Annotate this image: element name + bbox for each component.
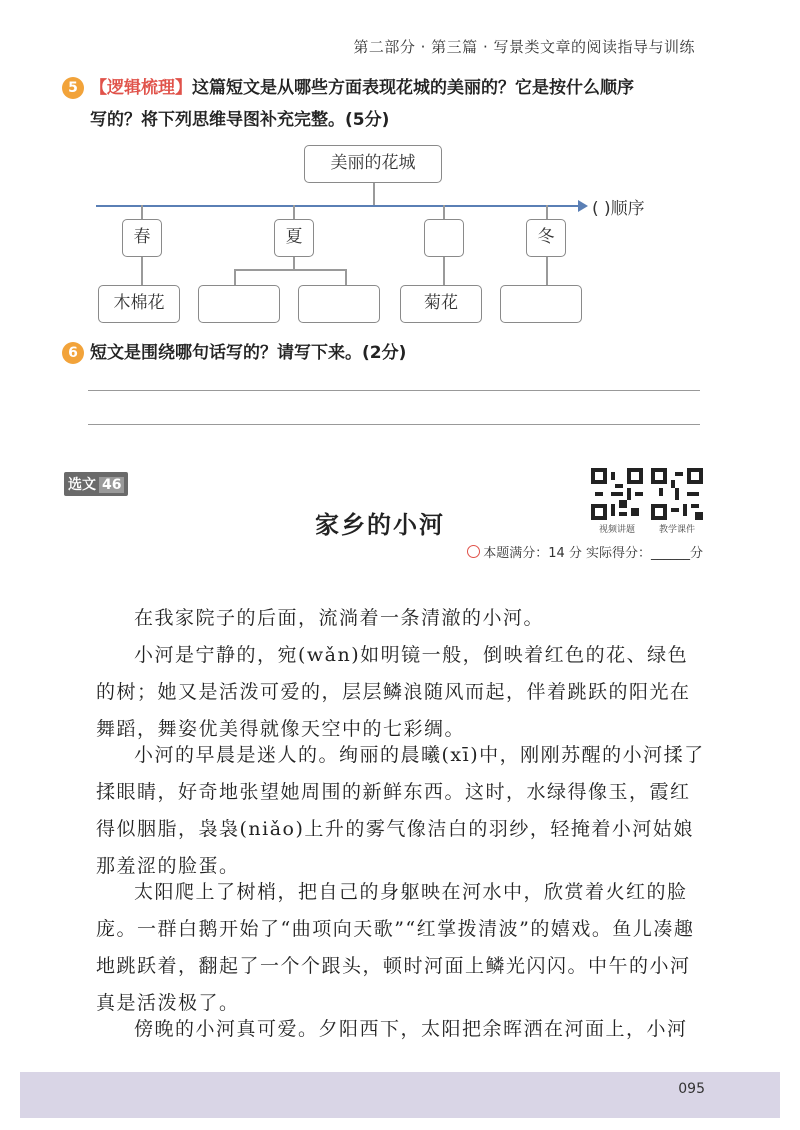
connector	[546, 205, 548, 219]
season-summer: 夏	[274, 219, 314, 257]
connector	[443, 257, 445, 285]
score-text: 本题满分：14 分 实际得分：______分	[483, 546, 703, 561]
connector	[293, 205, 295, 219]
connector	[141, 205, 143, 219]
connector	[141, 257, 143, 285]
answer-line[interactable]	[88, 424, 700, 425]
connector	[234, 269, 236, 285]
passage-title: 家乡的小河	[315, 510, 445, 539]
season-winter: 冬	[526, 219, 566, 257]
qr-label-courseware: 教学课件	[658, 525, 695, 535]
footer-band	[20, 1072, 780, 1118]
passage-tag-label: 选文	[68, 477, 96, 493]
connector	[443, 205, 445, 219]
question-text-line1: 这篇短文是从哪些方面表现花城的美丽的？它是按什么顺序	[192, 78, 634, 98]
question-6	[62, 337, 406, 369]
connector	[293, 257, 295, 269]
flower-chrysanthemum: 菊花	[400, 285, 482, 323]
connector	[546, 257, 548, 285]
answer-line[interactable]	[88, 390, 700, 391]
paragraph-4: 太阳爬上了树梢，把自己的身躯映在河水中，欣赏着火红的脸庞。一群白鹅开始了“曲项向天歌”“红掌拨清波”的嬉戏。鱼儿凑趣地跳跃着，翻起了一个个跟头，顿时河面上鳞光闪闪。中午的小河真是活泼极了。	[96, 881, 695, 1014]
flower-kapok: 木棉花	[98, 285, 180, 323]
section-header: 第二部分 · 第三篇 · 写景类文章的阅读指导与训练	[353, 38, 695, 56]
connector	[345, 269, 347, 285]
paragraph-2: 小河是宁静的，宛(wǎn)如明镜一般，倒映着红色的花、绿色的树；她又是活泼可爱的，层层鳞浪随风而起，伴着跳跃的阳光在舞蹈，舞姿优美得就像天空中的七彩绸。	[96, 644, 691, 740]
paragraph-5: 傍晚的小河真可爱。夕阳西下，太阳把余晖洒在河面上，小河	[134, 1018, 688, 1040]
qr-code-courseware-icon[interactable]	[651, 468, 703, 520]
question-number: 5	[62, 77, 84, 99]
flower-blank-3[interactable]	[500, 285, 582, 323]
qr-code-video-icon[interactable]	[591, 468, 643, 520]
question-text: 短文是围绕哪句话写的？请写下来。(2分)	[90, 343, 407, 363]
clock-icon	[467, 545, 480, 558]
passage-tag-number: 46	[99, 477, 124, 493]
question-tag: 【逻辑梳理】	[90, 78, 192, 98]
question-5-line2: 写的？将下列思维导图补充完整。(5分)	[90, 110, 390, 130]
qr-label-video: 视频讲题	[598, 525, 635, 535]
paragraph-3: 小河的早晨是迷人的。绚丽的晨曦(xī)中，刚刚苏醒的小河揉了揉眼睛，好奇地张望她周围的新鲜东西。这时，水绿得像玉，霞红得似胭脂，袅袅(niǎo)上升的雾气像洁白的羽纱，轻掩着小河姑娘那羞涩的脸蛋。	[96, 744, 705, 877]
arrow-head-icon	[578, 200, 588, 212]
flower-blank-1[interactable]	[198, 285, 280, 323]
score-line	[467, 542, 703, 561]
passage-tag	[64, 472, 128, 496]
question-5	[62, 72, 634, 104]
connector	[373, 183, 375, 205]
timeline-arrow	[96, 205, 580, 207]
question-number: 6	[62, 342, 84, 364]
flower-blank-2[interactable]	[298, 285, 380, 323]
season-blank[interactable]	[424, 219, 464, 257]
connector	[234, 269, 346, 271]
season-spring: 春	[122, 219, 162, 257]
order-blank[interactable]: ( )顺序	[592, 199, 645, 219]
page-number: 095	[678, 1081, 705, 1097]
mindmap-root: 美丽的花城	[304, 145, 442, 183]
paragraph-1: 在我家院子的后面，流淌着一条清澈的小河。	[134, 607, 545, 629]
